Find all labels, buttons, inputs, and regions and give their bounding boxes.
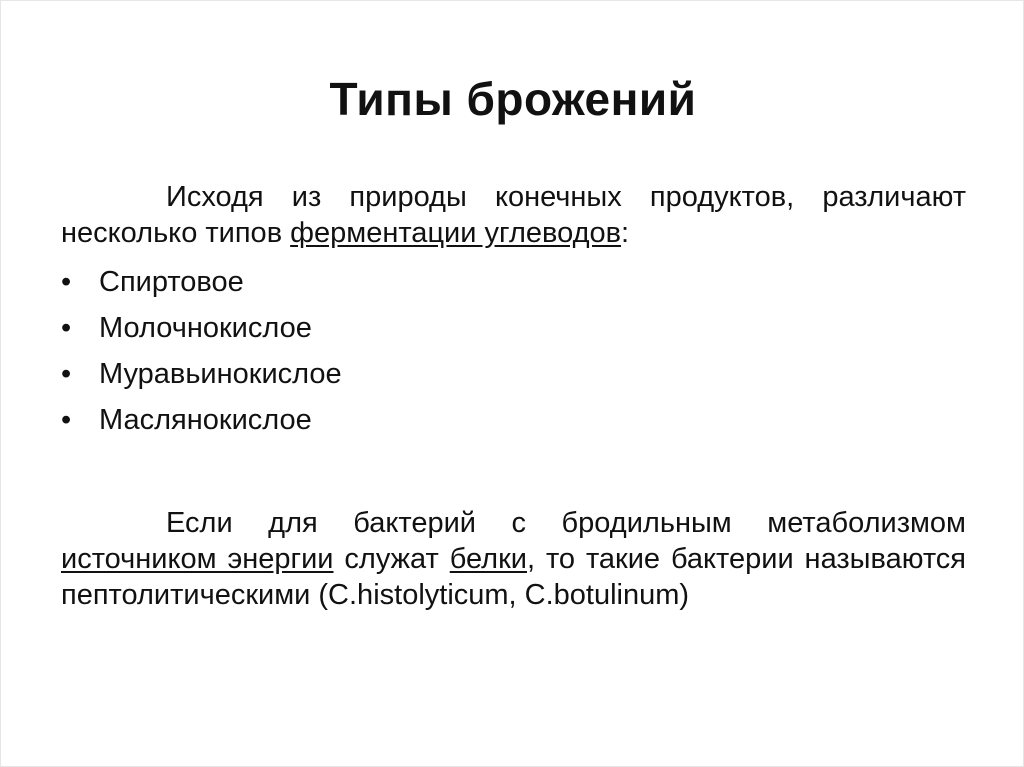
bullet-icon: •: [61, 312, 72, 344]
paragraph1-colon: :: [621, 217, 630, 249]
list-item-label: Муравьинокислое: [99, 358, 342, 390]
list-item: [61, 305, 966, 351]
paragraph2-text1: Если для бактерий с бродильным метаболизмом: [166, 507, 966, 539]
paragraph2-text3: , то такие бактерии называются пептолитическими (C.histolyticum, C.botulinum): [61, 543, 966, 611]
bullet-icon: •: [61, 358, 72, 390]
bullet-icon: •: [61, 404, 72, 436]
paragraph1-underlined: ферментации углеводов: [290, 217, 622, 249]
list-item: [61, 351, 966, 397]
list-item-label: Молочнокислое: [99, 312, 312, 344]
paragraph2-text2: служат: [333, 543, 450, 575]
slide-content: [61, 179, 966, 613]
paragraph-fermentation-types: [61, 179, 966, 251]
list-item-label: Маслянокислое: [99, 404, 312, 436]
bullet-icon: •: [61, 266, 72, 298]
paragraph2-underlined-proteins: белки: [449, 543, 527, 575]
paragraph2-underlined-energy: источником энергии: [61, 543, 334, 575]
slide-title: Типы брожений: [329, 73, 697, 125]
paragraph-peptolytic: [61, 505, 966, 613]
list-item-label: Спиртовое: [99, 266, 244, 298]
fermentation-list: [61, 259, 966, 443]
list-item: [61, 397, 966, 443]
paragraph1-text: Исходя из природы конечных продуктов, различают несколько типов: [61, 181, 966, 249]
list-item: [61, 259, 966, 305]
